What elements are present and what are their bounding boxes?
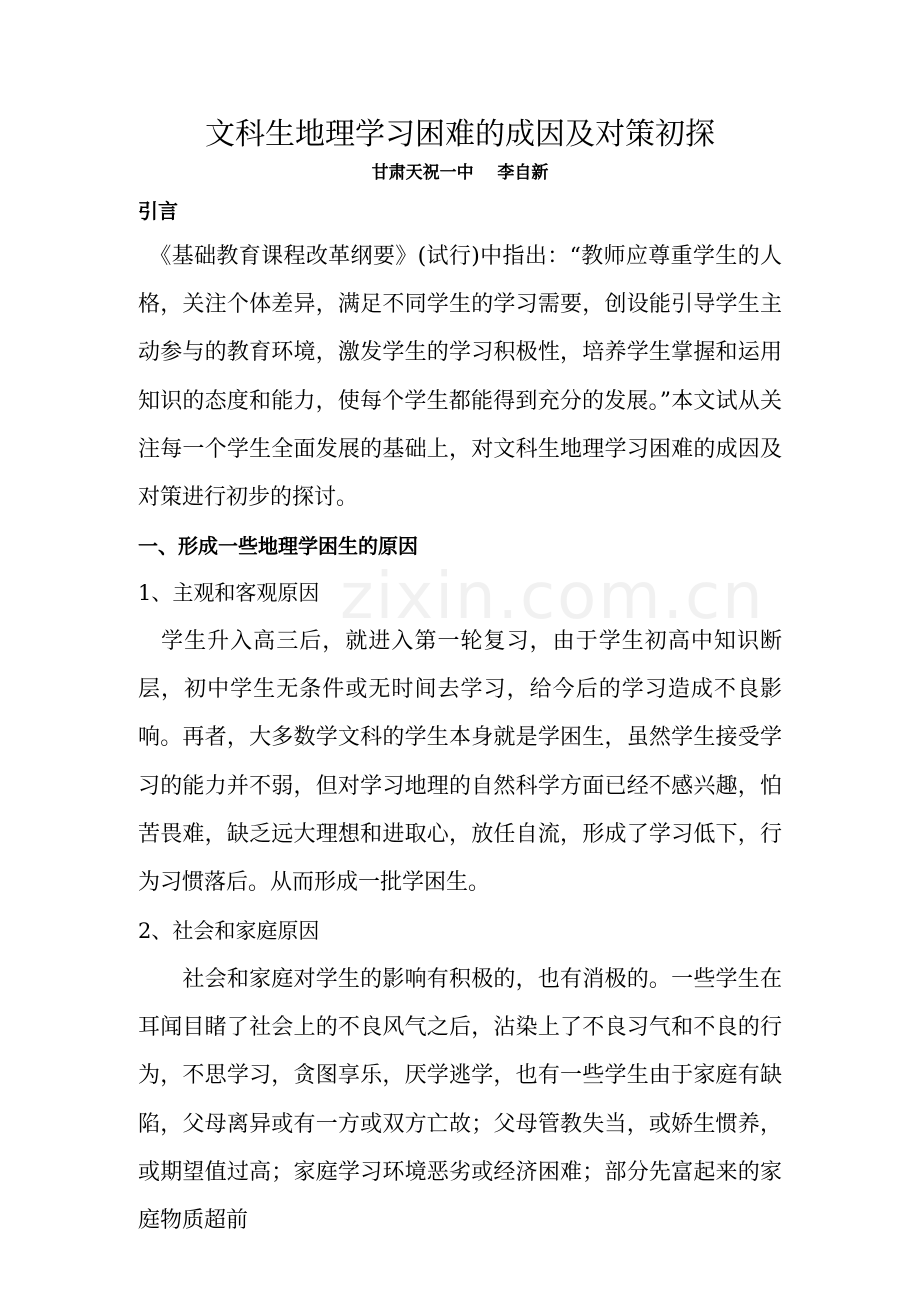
subsection-paragraph-2: 社会和家庭对学生的影响有积极的，也有消极的。一些学生在耳闻目睹了社会上的不良风气之后，沾染上了不良习气和不良的行为，不思学习，贪图享乐，厌学逃学，也有一些学生由于家庭有缺陷，父母离异或有一方或双方亡故；父母管教失当，或娇生惯养，或期望值过高；家庭学习环境恶劣或经济困难；部分先富起来的家庭物质超前 [138,967,782,1234]
section-heading-1: 一、形成一些地理学困生的原因 [138,534,418,558]
subsection-heading-2: 2、社会和家庭原因 [138,919,320,943]
intro-paragraph: 《基础教育课程改革纲要》(试行)中指出：“教师应尊重学生的人格，关注个体差异，满足不同学生的学习需要，创设能引导学生主动参与的教育环境，激发学生的学习积极性，培养学生掌握和运用知识的态度和能力，使每个学生都能得到充分的发展。”本文试从关注每一个学生全面发展的基础上，对文科生地理学习困难的成因及对策进行初步的探讨。 [138,244,782,511]
author-line: 甘肃天祝一中 李自新 [371,163,549,183]
subsection-heading-1: 1、主观和客观原因 [138,581,320,605]
document-title: 文科生地理学习困难的成因及对策初探 [205,117,715,152]
subsection-paragraph-1: 学生升入高三后，就进入第一轮复习，由于学生初高中知识断层，初中学生无条件或无时间去学习，给今后的学习造成不良影响。再者，大多数学文科的学生本身就是学困生，虽然学生接受学习的能力并不弱，但对学习地理的自然科学方面已经不感兴趣，怕苦畏难，缺乏远大理想和进取心，放任自流，形成了学习低下，行为习惯落后。从而形成一批学困生。 [138,629,782,896]
intro-heading: 引言 [138,199,178,223]
watermark: zixin.com.cn [340,560,765,634]
